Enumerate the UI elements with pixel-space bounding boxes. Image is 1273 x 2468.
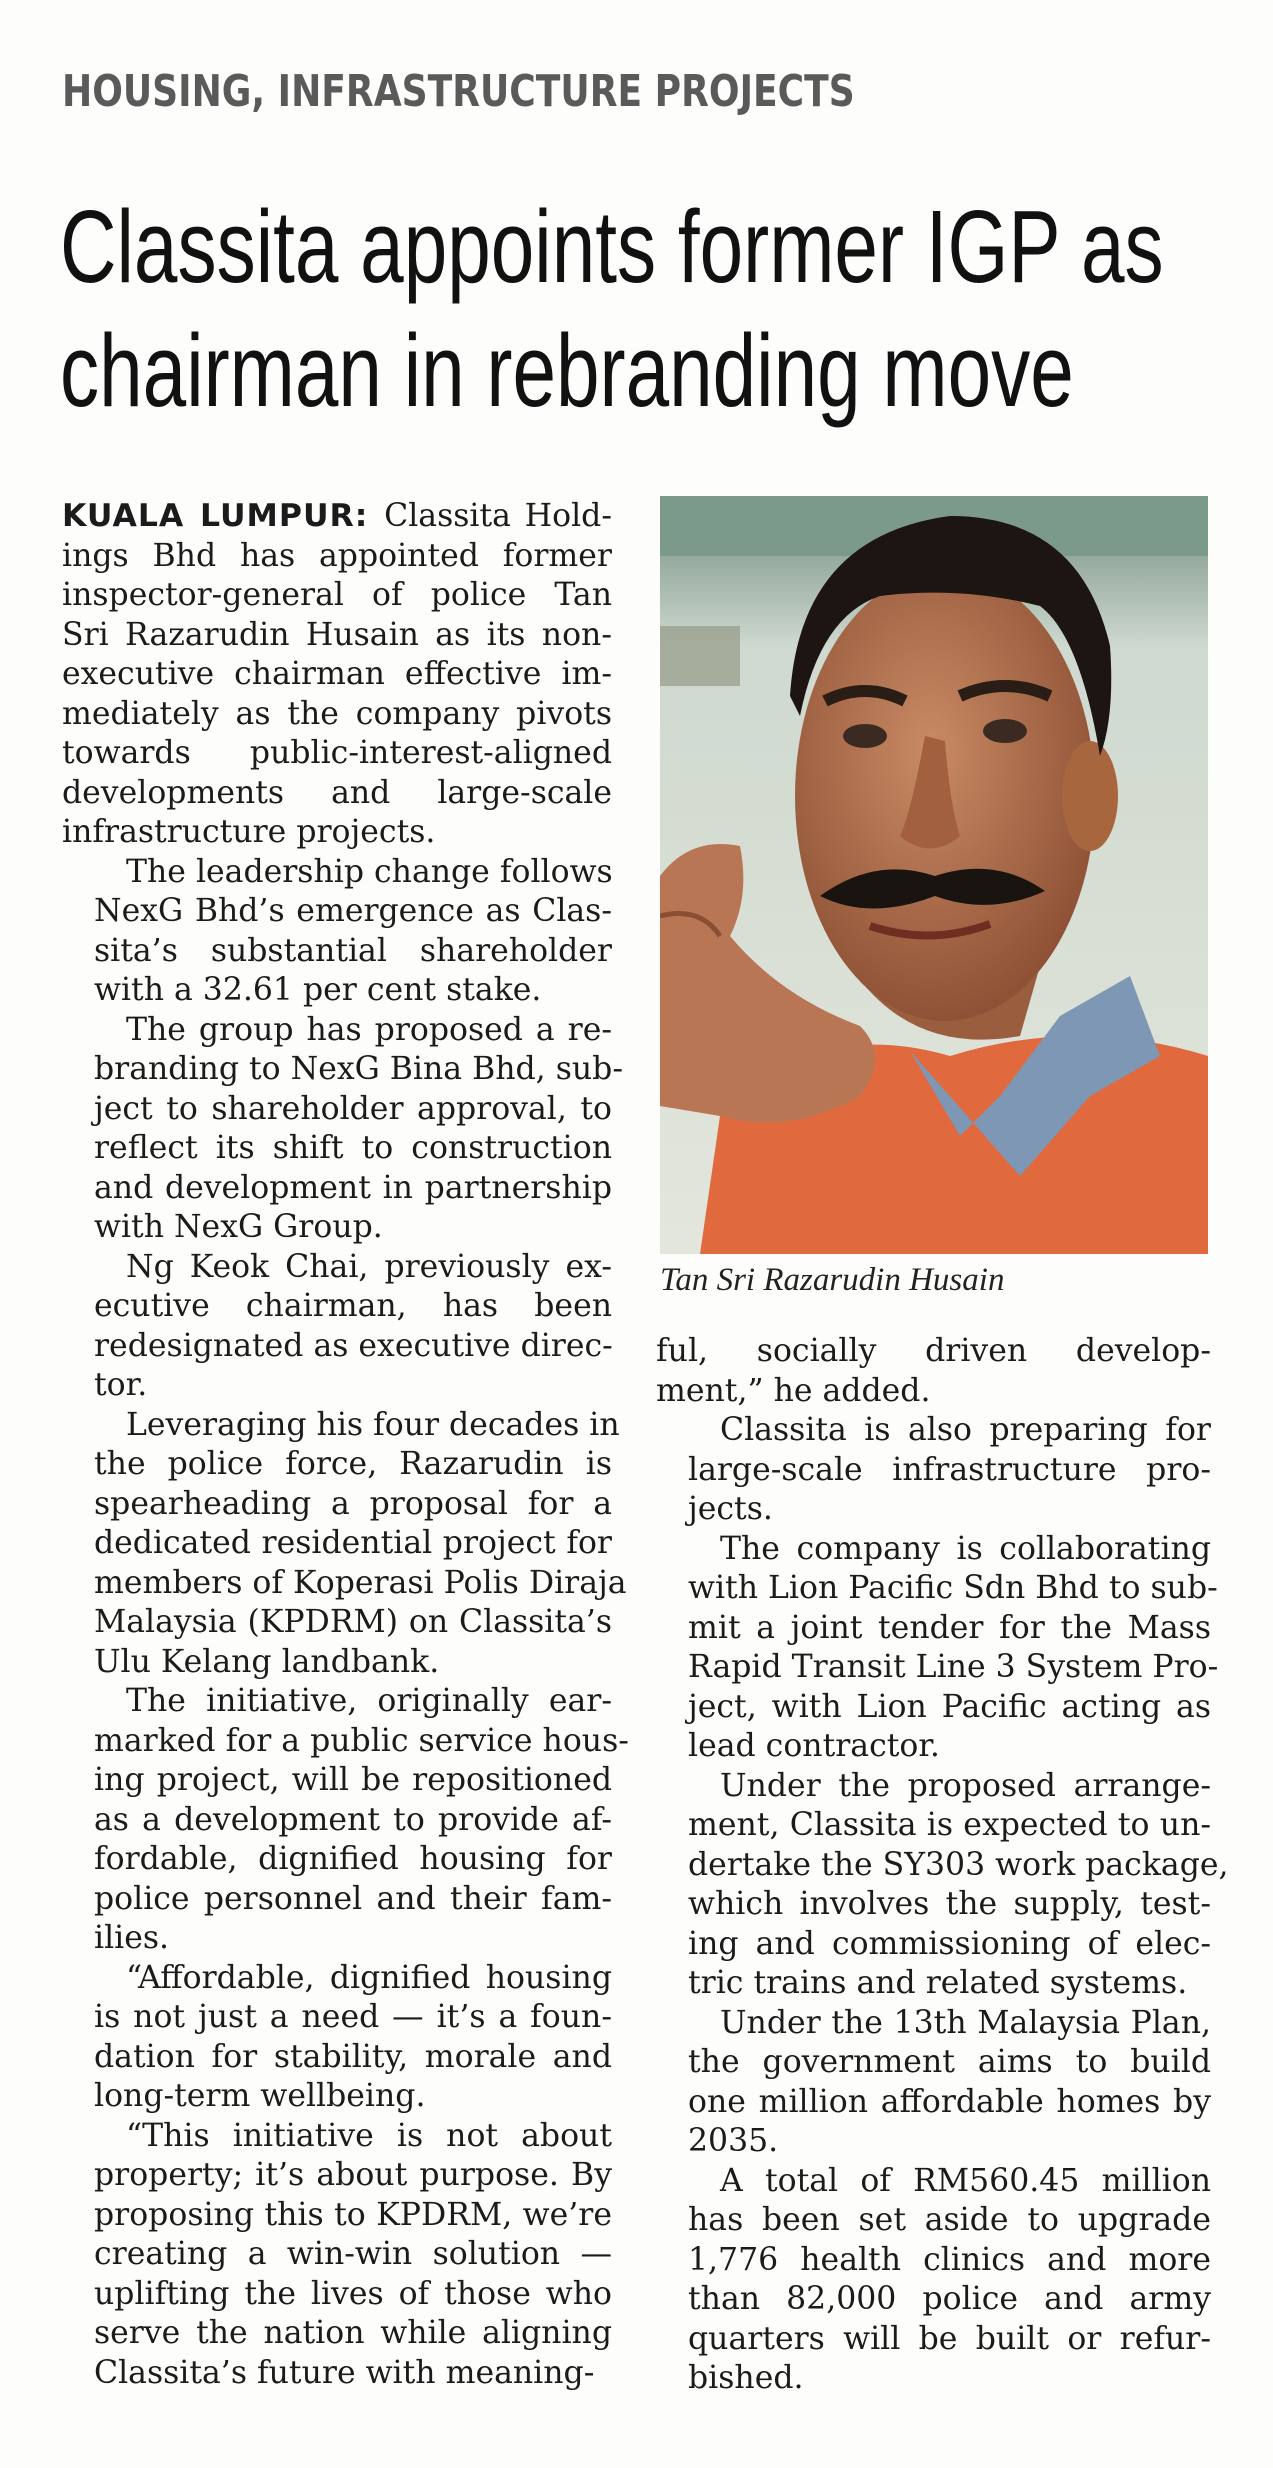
article-line: redesignated as executive direc- [94,1327,613,1364]
article-paragraph [656,1332,1211,1411]
article-line: dedicated residential project for [94,1525,612,1561]
article-line: ment,” he added. [656,1372,931,1409]
headline-line: chairman in rebranding move [60,313,1074,428]
article-text: Classita Hold- [384,498,612,534]
article-line: one million affordable homes by [688,2083,1211,2120]
article-line: ment, Classita is expected to un- [688,1807,1211,1843]
article-line: “This initiative is not about [126,2117,612,2154]
article-line: NexG Bhd’s emergence as Clas- [94,893,612,929]
article-line: executive chairman effective im- [62,656,612,692]
article-line: ject to shareholder approval, to [94,1090,612,1127]
article-line: quarters will be built or refur- [688,2320,1211,2357]
article-line: lead contractor. [688,1728,940,1764]
article-line: Rapid Transit Line 3 System Pro- [688,1649,1219,1685]
article-line: bished. [688,2360,804,2396]
article-line: with Lion Pacific Sdn Bhd to sub- [688,1570,1218,1606]
article-line: reflect its shift to construction [94,1130,612,1166]
article-line: “Affordable, dignified housing [126,1959,612,1996]
article-line: Sri Razarudin Husain as its non- [62,616,612,653]
portrait-illustration [660,496,1208,1254]
article-paragraph [62,1682,629,1959]
article-paragraph [62,2117,612,2394]
article-line: property; it’s about purpose. By [94,2157,612,2193]
article-paragraph [656,1767,1229,2004]
article-line: mediately as the company pivots [62,695,612,732]
article-paragraph [656,1530,1219,1767]
article-paragraph [62,1248,612,1406]
article-line: is not just a need — it’s a foun- [94,1999,612,2035]
dateline: KUALA LUMPUR: [62,498,385,534]
article-paragraph [62,497,612,853]
article-line: Ulu Kelang landbank. [94,1643,440,1680]
article-paragraph [62,1959,612,2117]
article-paragraph [656,1411,1211,1530]
article-line: as a development to provide af- [94,1801,612,1838]
article-line: tric trains and related systems. [688,1965,1188,2001]
article-line: Malaysia (KPDRM) on Classita’s [94,1604,612,1640]
article-line: proposing this to KPDRM, we’re [94,2196,612,2233]
headline [60,185,1253,433]
article-line: Classita is also preparing for [720,1412,1211,1448]
article-line: The leadership change follows [126,853,613,890]
article-line: 2035. [688,2123,779,2159]
article-paragraph [656,2162,1211,2399]
article-line: the police force, Razarudin is [94,1446,612,1482]
article-line: dation for stability, morale and [94,2038,612,2075]
article-line: The group has proposed a re- [126,1011,612,1048]
article-line: fordable, dignified housing for [94,1841,612,1877]
article-line: jects. [688,1491,773,1527]
section-kicker: HOUSING, INFRASTRUCTURE PROJECTS [62,66,855,117]
article-line: towards public-interest-aligned [62,735,612,771]
article-line: dertake the SY303 work package, [688,1846,1229,1883]
article-line: ful, socially driven develop- [656,1333,1211,1369]
article-column-right [656,1332,1229,2399]
article-line: Leveraging his four decades in [126,1406,620,1443]
article-line: inspector-general of police Tan [62,577,612,613]
article-line: serve the nation while aligning [94,2315,612,2351]
article-line: spearheading a proposal for a [94,1485,612,1522]
article-line: ings Bhd has appointed former [62,537,612,574]
article-line: developments and large-scale [62,774,612,811]
article-line: the government aims to build [688,2044,1211,2080]
portrait-photo [660,496,1208,1254]
article-line: Under the 13th Malaysia Plan, [720,2004,1211,2041]
article-line: ecutive chairman, has been [94,1288,612,1324]
article-paragraph [656,2004,1211,2162]
article-line: branding to NexG Bina Bhd, sub- [94,1051,623,1087]
article-line: large-scale infrastructure pro- [688,1451,1211,1488]
article-line: uplifting the lives of those who [94,2275,612,2312]
article-line [62,497,612,537]
article-line: 1,776 health clinics and more [688,2241,1211,2278]
article-line: sita’s substantial shareholder [94,932,612,969]
article-paragraph [62,1406,627,1683]
article-line: police personnel and their fam- [94,1880,612,1917]
article-line: A total of RM560.45 million [720,2162,1211,2199]
article-line: than 82,000 police and army [688,2281,1211,2317]
article-line: mit a joint tender for the Mass [688,1609,1211,1646]
headline-line: Classita appoints former IGP as [60,189,1164,304]
article-line: and development in partnership [94,1169,612,1206]
article-line: ing project, will be repositioned [94,1762,612,1798]
article-line: The company is collaborating [720,1530,1211,1567]
article-line: Ng Keok Chai, previously ex- [126,1248,612,1285]
article-paragraph [62,853,612,1011]
article-line: ject, with Lion Pacific acting as [688,1688,1211,1725]
article-line: tor. [94,1367,148,1403]
article-line: creating a win-win solution — [94,2236,612,2272]
article-line: with a 32.61 per cent stake. [94,972,542,1008]
article-line: has been set aside to upgrade [688,2202,1211,2238]
article-line: Under the proposed arrange- [720,1767,1211,1804]
article-line: The initiative, originally ear- [126,1683,612,1719]
article-paragraph [62,1011,623,1248]
article-line: Classita’s future with meaning- [94,2354,595,2391]
article-line: infrastructure projects. [62,814,436,850]
article-column-left [62,497,629,2393]
photo-caption: Tan Sri Razarudin Husain [660,1262,1005,1298]
article-line: ing and commissioning of elec- [688,1925,1211,1962]
article-line: long-term wellbeing. [94,2078,426,2114]
article-line: members of Koperasi Polis Diraja [94,1564,627,1601]
article-line: which involves the supply, test- [688,1886,1211,1922]
article-line: with NexG Group. [94,1209,383,1245]
article-line: ilies. [94,1920,170,1956]
article-line: marked for a public service hous- [94,1722,629,1759]
